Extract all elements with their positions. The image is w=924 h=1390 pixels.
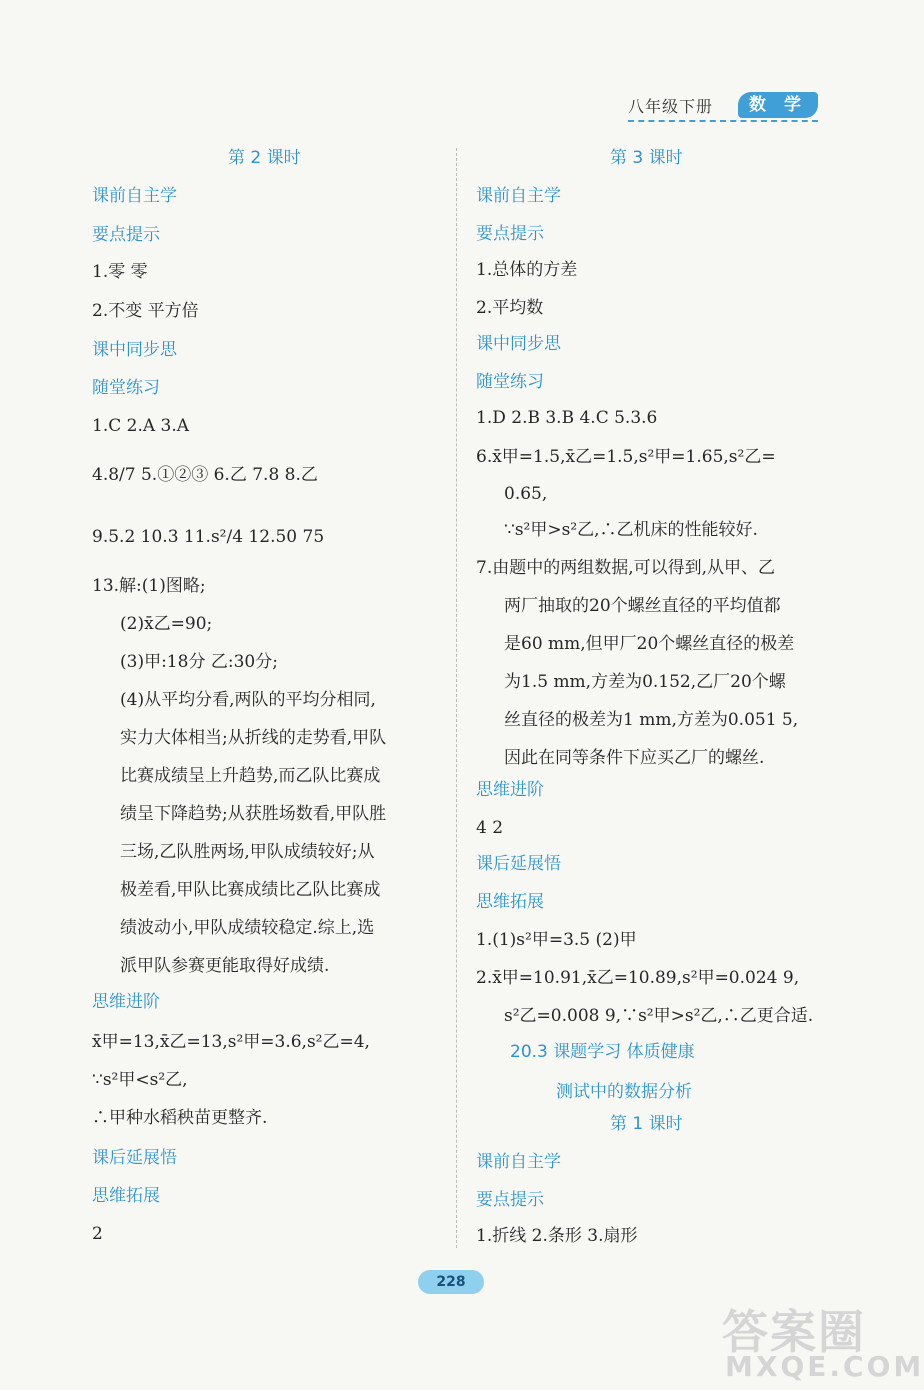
answer-line: 13.解:(1)图略;: [92, 576, 206, 596]
answer-line: 三场,乙队胜两场,甲队成绩较好;从: [120, 842, 375, 862]
section-heading: 要点提示: [476, 224, 544, 244]
column-divider: [456, 148, 457, 1248]
section-heading: 课中同步思: [92, 340, 177, 360]
answer-line: 派甲队参赛更能取得好成绩.: [120, 956, 330, 976]
answer-line: x̄甲=13,x̄乙=13,s²甲=3.6,s²乙=4,: [92, 1032, 370, 1052]
answer-line: 1.零 零: [92, 262, 148, 282]
answer-line: ∵s²甲<s²乙,: [92, 1070, 188, 1090]
answer-line: 9.5.2 10.3 11.s²/4 12.50 75: [92, 527, 325, 547]
answer-line: 实力大体相当;从折线的走势看,甲队: [120, 728, 387, 748]
answer-line: 4 2: [476, 818, 504, 838]
answer-line: (3)甲:18分 乙:30分;: [120, 652, 278, 672]
section-heading: 随堂练习: [92, 378, 160, 398]
answer-line: 2.平均数: [476, 298, 544, 318]
answer-line: 丝直径的极差为1 mm,方差为0.051 5,: [504, 710, 799, 730]
section-heading: 课前自主学: [476, 1152, 561, 1172]
section-heading: 思维拓展: [476, 892, 544, 912]
answer-line: 2.不变 平方倍: [92, 301, 199, 321]
answer-line: 4.8/7 5.①②③ 6.乙 7.8 8.乙: [92, 465, 318, 485]
section-heading: 思维拓展: [92, 1186, 160, 1206]
header-subject-badge: 数 学: [738, 92, 818, 118]
section-heading: 课后延展悟: [476, 854, 561, 874]
header-grade: 八年级下册: [628, 97, 714, 116]
answer-line: 是60 mm,但甲厂20个螺丝直径的极差: [504, 634, 795, 654]
section-heading: 课中同步思: [476, 334, 561, 354]
answer-line: 绩波动小,甲队成绩较稳定.综上,选: [120, 918, 375, 938]
section-heading: 课前自主学: [476, 186, 561, 206]
answer-line: 2.x̄甲=10.91,x̄乙=10.89,s²甲=0.024 9,: [476, 968, 800, 988]
answer-line: ∴甲种水稻秧苗更整齐.: [92, 1108, 268, 1128]
answer-line: (4)从平均分看,两队的平均分相同,: [120, 690, 376, 710]
answer-line: 绩呈下降趋势;从获胜场数看,甲队胜: [120, 804, 387, 824]
section-heading: 要点提示: [92, 225, 160, 245]
answer-line: 1.折线 2.条形 3.扇形: [476, 1226, 638, 1246]
answer-line: 7.由题中的两组数据,可以得到,从甲、乙: [476, 558, 776, 578]
watermark-url: MXQE.COM: [725, 1350, 924, 1383]
answer-line: ∵s²甲>s²乙,∴乙机床的性能较好.: [504, 520, 758, 540]
answer-line: 极差看,甲队比赛成绩比乙队比赛成: [120, 880, 381, 900]
section-heading: 课后延展悟: [92, 1148, 177, 1168]
answer-line: 1.C 2.A 3.A: [92, 416, 190, 436]
lesson-title: 第 3 课时: [610, 148, 683, 168]
answer-line: 因此在同等条件下应买乙厂的螺丝.: [504, 748, 765, 768]
section-title: 20.3 课题学习 体质健康: [510, 1042, 695, 1062]
section-heading: 思维进阶: [476, 780, 544, 800]
answer-line: 1.D 2.B 3.B 4.C 5.3.6: [476, 408, 658, 428]
answer-line: 0.65,: [504, 484, 548, 504]
lesson-title: 第 2 课时: [228, 148, 301, 168]
section-heading: 思维进阶: [92, 992, 160, 1012]
answer-line: 1.总体的方差: [476, 260, 578, 280]
answer-line: 1.(1)s²甲=3.5 (2)甲: [476, 930, 637, 950]
watermark-logo: 答案圈: [722, 1305, 866, 1359]
answer-line: 6.x̄甲=1.5,x̄乙=1.5,s²甲=1.65,s²乙=: [476, 447, 776, 467]
answer-line: s²乙=0.008 9,∵s²甲>s²乙,∴乙更合适.: [504, 1006, 814, 1026]
answer-line: 比赛成绩呈上升趋势,而乙队比赛成: [120, 766, 381, 786]
page-number: 228: [418, 1270, 484, 1294]
answer-line: 为1.5 mm,方差为0.152,乙厂20个螺: [504, 672, 786, 692]
section-heading: 要点提示: [476, 1190, 544, 1210]
section-title: 第 1 课时: [610, 1114, 683, 1134]
header-divider: [628, 120, 818, 122]
section-heading: 随堂练习: [476, 372, 544, 392]
answer-line: 2: [92, 1224, 103, 1244]
section-heading: 课前自主学: [92, 186, 177, 206]
answer-line: (2)x̄乙=90;: [120, 614, 213, 634]
section-title: 测试中的数据分析: [556, 1082, 692, 1102]
answer-line: 两厂抽取的20个螺丝直径的平均值都: [504, 596, 781, 616]
